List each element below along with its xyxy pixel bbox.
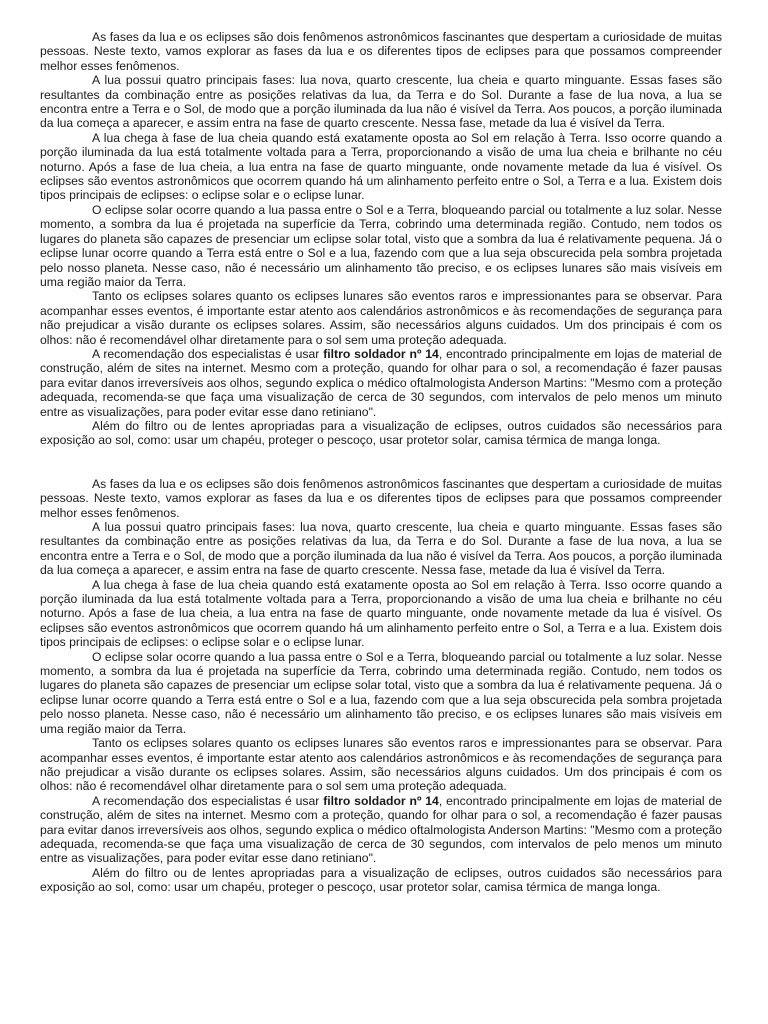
filter-name-bold: filtro soldador nº 14 <box>323 346 439 361</box>
recommendation-text-before: A recomendação dos especialistas é usar <box>92 346 324 361</box>
paragraph-recommendation <box>40 347 722 419</box>
text-section-1 <box>40 30 722 448</box>
paragraph-recommendation <box>40 794 722 866</box>
paragraph-full-moon: A lua chega à fase de lua cheia quando está exatamente oposta ao Sol em relação à Terra. Isso ocorre quando a porção iluminada da lua está totalmente voltada para a Terra, proporcionando a visão de uma lua cheia e brilhante no céu noturno. Após a fase de lua cheia, a lua entra na fase de quarto minguante, onde novamente metade da lua é visível. Os eclipses são eventos astronômicos que ocorrem quando há um alinhamento perfeito entre o Sol, a Terra e a lua. Existem dois tipos principais de eclipses: o eclipse solar e o eclipse lunar. <box>40 577 722 650</box>
recommendation-text-after: , encontrado principalmente em lojas de material de construção, além de sites na internet. Mesmo com a proteção, quando for olhar para o sol, a recomendação é fazer pausas para evitar danos irreversíveis aos olhos, segundo explica o médico oftalmologista Anderson Martins: "Mesmo com a proteção adequada, recomenda-se que faça uma visualização de cerca de 30 segundos, com intervalos de pelo menos um minuto entre as visualizações, para poder evitar esse dano retiniano". <box>40 346 723 419</box>
paragraph-moon-phases: A lua possui quatro principais fases: lua nova, quarto crescente, lua cheia e quarto minguante. Essas fases são resultantes da combinação entre as posições relativas da lua, da Terra e do Sol. Durante a fase de lua nova, a lua se encontra entre a Terra e o Sol, de modo que a porção iluminada da lua não é visível da Terra. Aos poucos, a porção iluminada da lua começa a aparecer, e assim entra na fase de quarto crescente. Nessa fase, metade da lua é visível da Terra. <box>40 73 722 131</box>
paragraph-eclipse-safety: Tanto os eclipses solares quanto os eclipses lunares são eventos raros e impressionantes para se observar. Para acompanhar esses eventos, é importante estar atento aos calendários astronômicos e às recomendações de segurança para não prejudicar a visão durante os eclipses solares. Assim, são necessários alguns cuidados. Um dos principais é com os olhos: não é recomendável olhar diretamente para o sol sem uma proteção adequada. <box>40 736 722 794</box>
paragraph-full-moon: A lua chega à fase de lua cheia quando está exatamente oposta ao Sol em relação à Terra. Isso ocorre quando a porção iluminada da lua está totalmente voltada para a Terra, proporcionando a visão de uma lua cheia e brilhante no céu noturno. Após a fase de lua cheia, a lua entra na fase de quarto minguante, onde novamente metade da lua é visível. Os eclipses são eventos astronômicos que ocorrem quando há um alinhamento perfeito entre o Sol, a Terra e a lua. Existem dois tipos principais de eclipses: o eclipse solar e o eclipse lunar. <box>40 130 722 203</box>
paragraph-eclipse-safety: Tanto os eclipses solares quanto os eclipses lunares são eventos raros e impressionantes para se observar. Para acompanhar esses eventos, é importante estar atento aos calendários astronômicos e às recomendações de segurança para não prejudicar a visão durante os eclipses solares. Assim, são necessários alguns cuidados. Um dos principais é com os olhos: não é recomendável olhar diretamente para o sol sem uma proteção adequada. <box>40 289 722 347</box>
paragraph-eclipse-types: O eclipse solar ocorre quando a lua passa entre o Sol e a Terra, bloqueando parcial ou totalmente a luz solar. Nesse momento, a sombra da lua é projetada na superfície da Terra, cobrindo uma determinada região. Contudo, nem todos os lugares do planeta são capazes de presenciar um eclipse solar total, visto que a sombra da lua é relativamente pequena. Já o eclipse lunar ocorre quando a Terra está entre o Sol e a lua, fazendo com que a lua seja obscurecida pela sombra projetada pelo nosso planeta. Nesse caso, não é necessário um alinhamento tão preciso, e os eclipses lunares são mais visíveis em uma região maior da Terra. <box>40 202 722 289</box>
document-page <box>40 30 722 895</box>
text-section-2 <box>40 477 722 895</box>
paragraph-extra-care: Além do filtro ou de lentes apropriadas para a visualização de eclipses, outros cuidados são necessários para exposição ao sol, como: usar um chapéu, proteger o pescoço, usar protetor solar, camisa térmica de manga longa. <box>40 418 722 448</box>
paragraph-intro: As fases da lua e os eclipses são dois fenômenos astronômicos fascinantes que despertam a curiosidade de muitas pessoas. Neste texto, vamos explorar as fases da lua e os diferentes tipos de eclipses para que possamos compreender melhor esses fenômenos. <box>40 476 722 520</box>
paragraph-eclipse-types: O eclipse solar ocorre quando a lua passa entre o Sol e a Terra, bloqueando parcial ou totalmente a luz solar. Nesse momento, a sombra da lua é projetada na superfície da Terra, cobrindo uma determinada região. Contudo, nem todos os lugares do planeta são capazes de presenciar um eclipse solar total, visto que a sombra da lua é relativamente pequena. Já o eclipse lunar ocorre quando a Terra está entre o Sol e a lua, fazendo com que a lua seja obscurecida pela sombra projetada pelo nosso planeta. Nesse caso, não é necessário um alinhamento tão preciso, e os eclipses lunares são mais visíveis em uma região maior da Terra. <box>40 649 722 736</box>
recommendation-text-after: , encontrado principalmente em lojas de material de construção, além de sites na internet. Mesmo com a proteção, quando for olhar para o sol, a recomendação é fazer pausas para evitar danos irreversíveis aos olhos, segundo explica o médico oftalmologista Anderson Martins: "Mesmo com a proteção adequada, recomenda-se que faça uma visualização de cerca de 30 segundos, com intervalos de pelo menos um minuto entre as visualizações, para poder evitar esse dano retiniano". <box>40 793 723 866</box>
paragraph-extra-care: Além do filtro ou de lentes apropriadas para a visualização de eclipses, outros cuidados são necessários para exposição ao sol, como: usar um chapéu, proteger o pescoço, usar protetor solar, camisa térmica de manga longa. <box>40 865 722 895</box>
recommendation-text-before: A recomendação dos especialistas é usar <box>92 793 324 808</box>
paragraph-moon-phases: A lua possui quatro principais fases: lua nova, quarto crescente, lua cheia e quarto minguante. Essas fases são resultantes da combinação entre as posições relativas da lua, da Terra e do Sol. Durante a fase de lua nova, a lua se encontra entre a Terra e o Sol, de modo que a porção iluminada da lua não é visível da Terra. Aos poucos, a porção iluminada da lua começa a aparecer, e assim entra na fase de quarto crescente. Nessa fase, metade da lua é visível da Terra. <box>40 520 722 578</box>
filter-name-bold: filtro soldador nº 14 <box>323 793 439 808</box>
paragraph-intro: As fases da lua e os eclipses são dois fenômenos astronômicos fascinantes que despertam a curiosidade de muitas pessoas. Neste texto, vamos explorar as fases da lua e os diferentes tipos de eclipses para que possamos compreender melhor esses fenômenos. <box>40 30 722 73</box>
